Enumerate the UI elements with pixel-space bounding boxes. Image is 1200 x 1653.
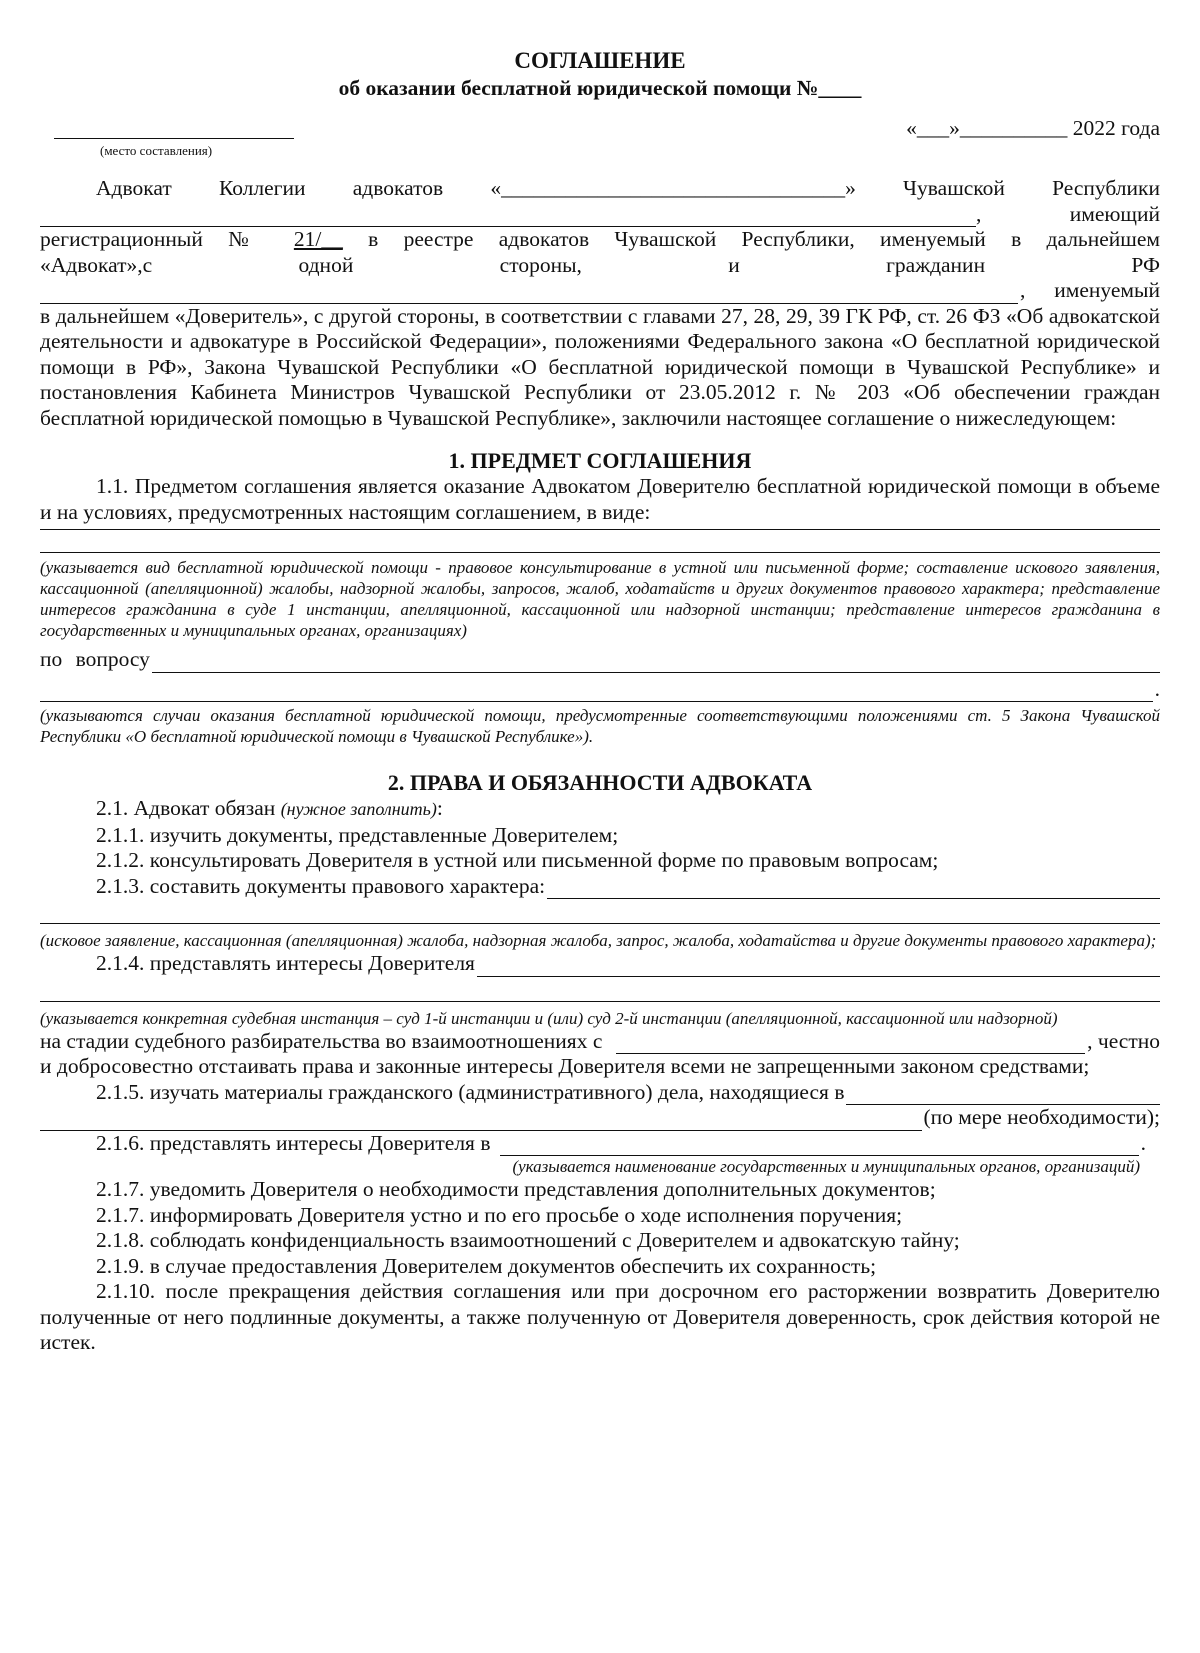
clause-2-1-4-text: 2.1.4. представлять интересы Доверителя xyxy=(96,951,475,975)
clause-2-1-4-blank xyxy=(477,954,1160,977)
clause-2-1-8: 2.1.8. соблюдать конфиденциальность взаимоотношений с Доверителем и адвокатскую тайну; xyxy=(96,1228,960,1252)
clause-1-1: 1.1. Предметом соглашения является оказание Адвокатом Доверителю бесплатной юридической помощи в объеме и на условиях, предусмотренных настоящим соглашением, в виде: xyxy=(40,474,1160,524)
clause-2-1-5-need: (по мере необходимости); xyxy=(923,1105,1160,1129)
stage-honest: , честно xyxy=(1087,1028,1160,1053)
reg-rest: в реестре адвокатов Чувашской Республики, именуемый в дальнейшем xyxy=(368,227,1160,251)
stage-text: на стадии судебного разбирательства во взаимоотношениях с xyxy=(40,1028,603,1053)
intro-line-2 xyxy=(40,202,1160,228)
clause-1-1-blank-2 xyxy=(40,530,1160,553)
stage-line xyxy=(40,1029,1160,1055)
clause-2-1-10: 2.1.10. после прекращения действия соглашения или при досрочном его расторжении возвратить Доверителю полученные от него подлинные документы, а также полученную от Доверителя доверенность, срок действия которой не истек. xyxy=(40,1279,1160,1354)
reg-number: 21/__ xyxy=(293,227,343,251)
intro-line-1: Адвокат Коллегии адвокатов «________________________________» Чувашской Республики xyxy=(96,176,1160,200)
date-year: 2022 года xyxy=(1072,116,1160,140)
intro-blank-1 xyxy=(40,204,976,227)
question-blank-2 xyxy=(40,679,1153,702)
clause-2-1-5-text: 2.1.5. изучать материалы гражданского (административного) дела, находящиеся в xyxy=(96,1079,845,1104)
section-1-heading: 1. ПРЕДМЕТ СОГЛАШЕНИЯ xyxy=(448,448,752,473)
stage-blank xyxy=(616,1031,1085,1054)
question-line-2 xyxy=(40,677,1160,703)
place-date-row xyxy=(40,116,1160,176)
document-subtitle: об оказании бесплатной юридической помощи №____ xyxy=(338,76,862,100)
intro-line-4: «Адвокат»,с одной стороны, и гражданин РФ xyxy=(40,252,1160,277)
clause-2-1-4 xyxy=(40,951,1160,977)
clause-2-1-5 xyxy=(40,1080,1160,1106)
intro-blank-2 xyxy=(40,281,1018,304)
clause-2-1-5-blank-2 xyxy=(40,1108,922,1131)
question-note: (указываются случаи оказания бесплатной юридической помощи, предусмотренные соответствующими положениями ст. 5 Закона Чувашской Республики «О бесплатной юридической помощи в Чувашской Республике»). xyxy=(40,706,1160,746)
clause-2-1-4-note: (указывается конкретная судебная инстанция – суд 1-й инстанции и (или) суд 2-й инстанции (апелляционной, кассационной или надзорной) xyxy=(40,1008,1058,1028)
intro-body: в дальнейшем «Доверитель», с другой стороны, в соответствии с главами 27, 28, 29, 39 ГК РФ, ст. 26 ФЗ «Об адвокатской деятельности и адвокатуре в Российской Федерации», положениями Федерального закона «О бесплатной юридической помощи в РФ», Закона Чувашской Республики «О бесплатной юридической помощи в Чувашской Республике» и постановления Кабинета Министров Чувашской Республики от 23.05.2012 г. № 203 «Об обеспечении граждан бесплатной юридической помощью в Чувашской Республике», заключили настоящее соглашение о нижеследующем: xyxy=(40,303,1160,430)
clause-2-1-3 xyxy=(40,874,1160,900)
clause-2-1-3-text: 2.1.3. составить документы правового характера: xyxy=(96,873,546,898)
reg-label: регистрационный № xyxy=(40,227,269,251)
question-dot: . xyxy=(1154,676,1160,701)
clause-2-1-3-blank xyxy=(547,876,1160,899)
document-title: СОГЛАШЕНИЕ xyxy=(514,48,686,73)
question-blank xyxy=(152,650,1160,673)
clause-2-1-7a: 2.1.7. уведомить Доверителя о необходимости представления дополнительных документов; xyxy=(96,1177,936,1201)
clause-2-1-1: 2.1.1. изучить документы, представленные Доверителем; xyxy=(96,822,619,847)
stage-rest: и добросовестно отстаивать права и законные интересы Доверителя всеми не запрещенными законом средствами; xyxy=(40,1054,1090,1078)
clause-2-1-2: 2.1.2. консультировать Доверителя в устной или письменной форме по правовым вопросам; xyxy=(96,848,939,872)
clause-2-1-text: 2.1. Адвокат обязан xyxy=(96,796,276,820)
clause-2-1-9: 2.1.9. в случае предоставления Доверителем документов обеспечить их сохранность; xyxy=(96,1253,877,1278)
clause-2-1-6-note: (указывается наименование государственных и муниципальных органов, организаций) xyxy=(512,1157,1140,1176)
clause-2-1-note: (нужное заполнить) xyxy=(280,799,437,819)
clause-2-1-colon: : xyxy=(436,796,443,820)
clause-2-1-6-blank xyxy=(500,1133,1138,1156)
intro-having: , имеющий xyxy=(976,201,1160,226)
intro-line-5 xyxy=(40,278,1160,304)
date-blank: «___»__________ xyxy=(906,116,1068,140)
question-label: по вопросу xyxy=(40,647,150,671)
clause-2-1-4-blank-2 xyxy=(40,977,1160,1002)
clause-2-1 xyxy=(40,796,1160,823)
date-field xyxy=(906,116,1160,142)
clause-2-1-5-blank xyxy=(846,1082,1160,1105)
place-line xyxy=(54,138,294,139)
clause-2-1-3-blank-2 xyxy=(40,899,1160,924)
clause-2-1-6-text: 2.1.6. представлять интересы Доверителя в xyxy=(96,1130,491,1155)
intro-line-3 xyxy=(40,227,1160,253)
question-line xyxy=(40,647,1160,673)
clause-1-1-note: (указывается вид бесплатной юридической помощи - правовое консультирование в устной или письменной форме; составление искового заявления, кассационной (апелляционной) жалобы, надзорной жалобы, запросов, жалоб, ходатайств и других документов правового характера; представление интересов гражданина в суде 1 инстанции, апелляционной, кассационной или надзорной инстанции; представление интересов гражданина в государственных и муниципальных органах, организациях) xyxy=(40,558,1160,640)
place-caption: (место составления) xyxy=(100,143,213,158)
clause-2-1-6-dot: . xyxy=(1140,1130,1146,1155)
clause-2-1-5-line-2 xyxy=(40,1105,1160,1131)
clause-2-1-3-note: (исковое заявление, кассационная (апелляционная) жалоба, надзорная жалоба, запрос, жалоба, ходатайства и другие документы правового характера); xyxy=(40,931,1157,950)
intro-named: , именуемый xyxy=(1020,278,1160,302)
section-2-heading: 2. ПРАВА И ОБЯЗАННОСТИ АДВОКАТА xyxy=(387,770,813,795)
clause-2-1-7b: 2.1.7. информировать Доверителя устно и по его просьбе о ходе исполнения поручения; xyxy=(96,1202,903,1227)
clause-2-1-6 xyxy=(40,1131,1160,1157)
